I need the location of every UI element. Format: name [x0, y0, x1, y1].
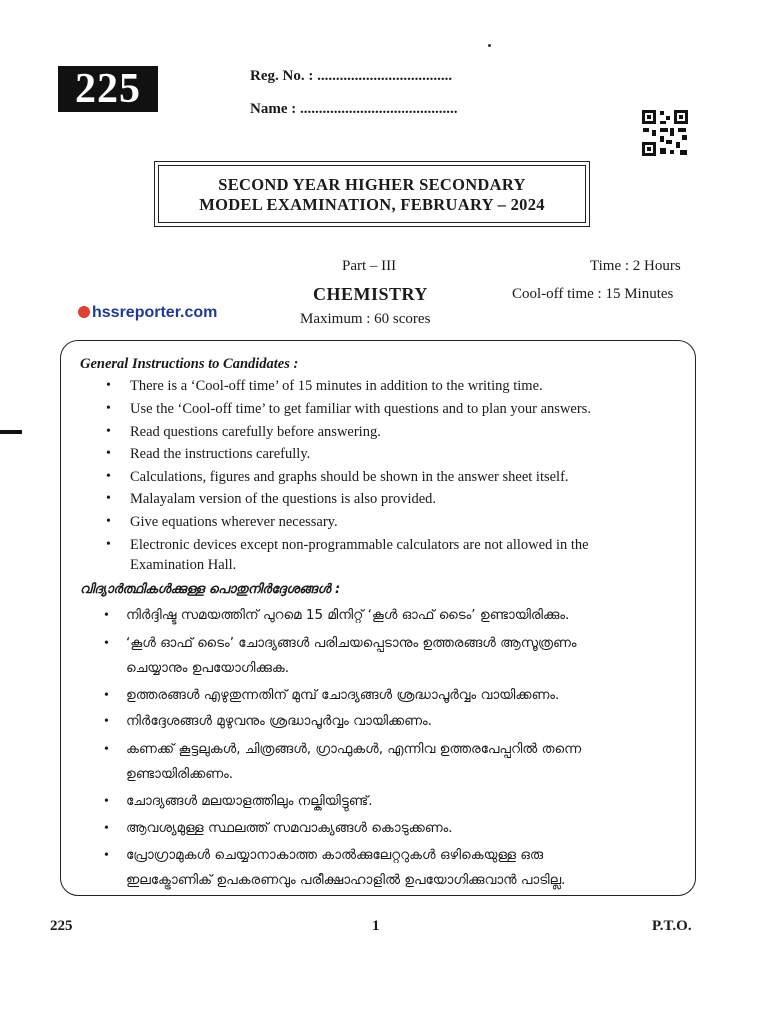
instruction-item-ml: പ്രോഗ്രാമുകൾ ചെയ്യാനാകാത്ത കാൽക്കുലേറ്ററുകൾ ഒഴികെയുള്ള ഒരു: [126, 847, 544, 863]
bullet: •: [106, 469, 111, 484]
instructions-heading-en: General Instructions to Candidates :: [80, 356, 299, 372]
bullet: •: [104, 821, 109, 836]
instruction-item-ml: നിർദ്ദേശങ്ങൾ മുഴുവനും ശ്രദ്ധാപൂർവ്വം വായിക്കണം.: [126, 713, 432, 729]
reg-no-field: Reg. No. : ....................................: [250, 68, 453, 84]
speck-mark: [488, 44, 491, 47]
bullet: •: [106, 537, 111, 552]
bullet: •: [104, 688, 109, 703]
cooloff-time: Cool-off time : 15 Minutes: [512, 286, 674, 302]
page-number: 1: [372, 918, 380, 934]
instruction-item-ml: കണക്ക് കൂട്ടലുകൾ, ചിത്രങ്ങൾ, ഗ്രാഫുകൾ, എന്നിവ ഉത്തരപേപ്പറിൽ തന്നെ: [126, 741, 582, 757]
instruction-item-en: Read the instructions carefully.: [130, 446, 311, 462]
max-score: Maximum : 60 scores: [300, 311, 431, 327]
bullet: •: [106, 378, 111, 393]
bullet: •: [106, 491, 111, 506]
exam-title-box: [158, 165, 586, 223]
instruction-item-ml: ഉത്തരങ്ങൾ എഴുതുന്നതിന് മുമ്പ് ചോദ്യങ്ങൾ ശ്രദ്ധാപൂർവ്വം വായിക്കണം.: [126, 687, 560, 703]
bullet: •: [104, 794, 109, 809]
question-code-box: 225: [58, 66, 158, 112]
subject-title: CHEMISTRY: [313, 284, 428, 304]
instruction-item-en-continued: Examination Hall.: [130, 557, 237, 573]
bullet: •: [104, 636, 109, 651]
instruction-item-ml-continued: ചെയ്യാനും ഉപയോഗിക്കുക.: [126, 660, 290, 676]
bullet: •: [104, 608, 109, 623]
bullet: •: [106, 446, 111, 461]
instruction-item-en: Give equations wherever necessary.: [130, 514, 338, 530]
exam-title-line2: MODEL EXAMINATION, FEBRUARY – 2024: [199, 195, 545, 214]
name-field: Name : ..........................................: [250, 101, 458, 117]
instruction-item-ml: ‘കൂൾ ഓഫ് ടൈം’ ചോദ്യങ്ങൾ പരിചയപ്പെടാനും ഉത്തരങ്ങൾ ആസൂത്രണം: [126, 635, 577, 651]
instruction-item-en: Calculations, figures and graphs should be shown in the answer sheet itself.: [130, 469, 569, 485]
instruction-item-ml: നിർദ്ദിഷ്ട സമയത്തിന് പുറമെ 15 മിനിറ്റ് ‘കൂൾ ഓഫ് ടൈം’ ഉണ്ടായിരിക്കും.: [126, 607, 570, 623]
bullet: •: [106, 514, 111, 529]
instruction-item-ml-continued: ഇലക്ട്രോണിക് ഉപകരണവും പരീക്ഷാഹാളിൽ ഉപയോഗിക്കുവാൻ പാടില്ല.: [126, 872, 566, 888]
instruction-item-ml: ആവശ്യമുള്ള സ്ഥലത്ത് സമവാക്യങ്ങൾ കൊടുക്കണം.: [126, 820, 453, 836]
bullet: •: [104, 848, 109, 863]
watermark-logo-icon: [78, 306, 90, 318]
qr-code-icon: [640, 108, 690, 158]
exam-time: Time : 2 Hours: [590, 258, 681, 274]
pto-label: P.T.O.: [652, 918, 692, 934]
watermark-text: hssreporter.com: [92, 304, 218, 321]
exam-part: Part – III: [342, 258, 397, 274]
watermark: [78, 304, 217, 322]
instruction-item-en: Malayalam version of the questions is also provided.: [130, 491, 437, 507]
instructions-heading-ml: വിദ്യാർത്ഥികൾക്കുള്ള പൊതുനിർദ്ദേശങ്ങൾ :: [80, 582, 341, 597]
instruction-item-en: Electronic devices except non-programmable calculators are not allowed in the: [130, 537, 589, 553]
instruction-item-en: There is a ‘Cool-off time’ of 15 minutes in addition to the writing time.: [130, 378, 543, 394]
footer-code: 225: [50, 918, 73, 934]
instruction-item-ml: ചോദ്യങ്ങൾ മലയാളത്തിലും നല്കിയിട്ടുണ്ട്.: [126, 793, 373, 809]
instruction-item-en: Use the ‘Cool-off time’ to get familiar with questions and to plan your answers.: [130, 401, 591, 417]
exam-title-line1: SECOND YEAR HIGHER SECONDARY: [218, 175, 526, 194]
instruction-item-en: Read questions carefully before answering.: [130, 424, 381, 440]
instruction-item-ml-continued: ഉണ്ടായിരിക്കണം.: [126, 766, 234, 782]
bullet: •: [104, 742, 109, 757]
bullet: •: [106, 424, 111, 439]
edge-mark: [0, 430, 22, 434]
bullet: •: [104, 714, 109, 729]
bullet: •: [106, 401, 111, 416]
